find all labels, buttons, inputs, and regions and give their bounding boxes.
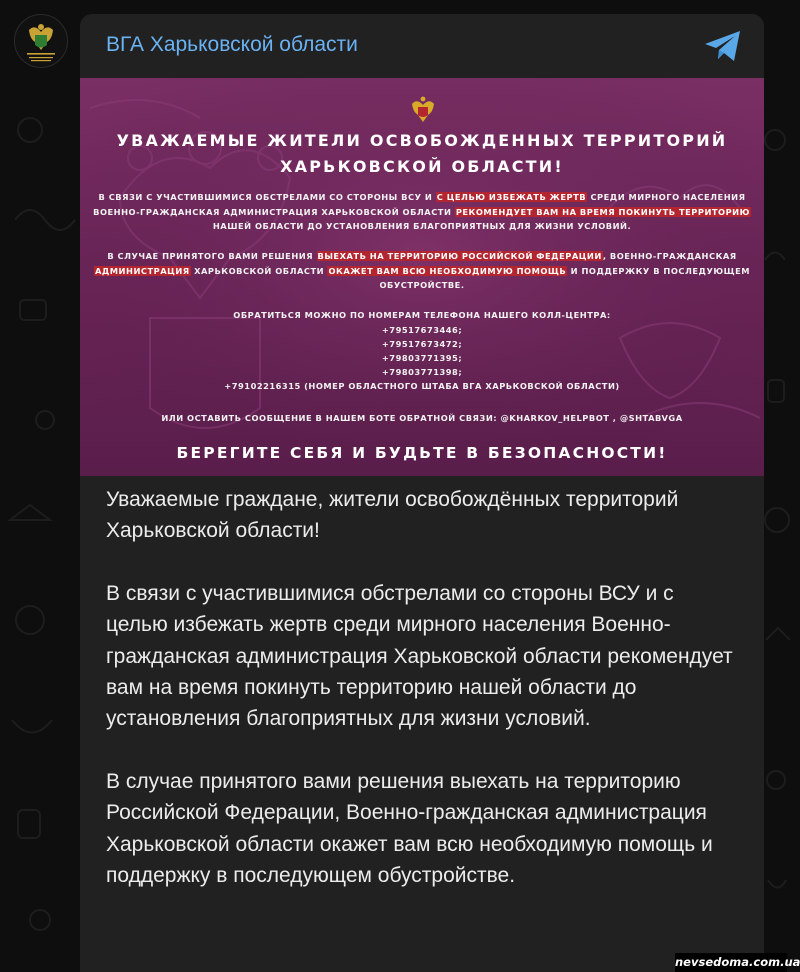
poster-text: ХАРЬКОВСКОЙ ОБЛАСТИ bbox=[194, 265, 325, 276]
poster-contact-intro: ОБРАТИТЬСЯ МОЖНО ПО НОМЕРАМ ТЕЛЕФОНА НАШЕГО КОЛЛ-ЦЕНТРА: bbox=[233, 310, 611, 320]
poster-hq-phone: +79102216315 (НОМЕР ОБЛАСТНОГО ШТАБА ВГА ХАРЬКОВСКОЙ ОБЛАСТИ) bbox=[224, 381, 620, 391]
channel-name[interactable]: ВГА Харьковской области bbox=[106, 33, 358, 56]
poster-bot-line: ИЛИ ОСТАВИТЬ СООБЩЕНИЕ В НАШЕМ БОТЕ ОБРАТНОЙ СВЯЗИ: @KHARKOV_HELPBOT , @SHTABVGA bbox=[161, 413, 683, 423]
site-watermark: nevsedoma.com.ua bbox=[675, 953, 787, 972]
poster-text: СРЕДИ МИРНОГО НАСЕЛЕНИЯ bbox=[590, 192, 746, 202]
poster-paragraph-2 bbox=[80, 249, 764, 293]
poster-phone: +79517673472; bbox=[381, 339, 463, 349]
poster-text: НАШЕЙ ОБЛАСТИ ДО УСТАНОВЛЕНИЯ БЛАГОПРИЯТНЫХ ДЛЯ ЖИЗНИ УСЛОВИЙ. bbox=[212, 221, 632, 231]
poster-footer: БЕРЕГИТЕ СЕБЯ И БУДЬТЕ В БЕЗОПАСНОСТИ! bbox=[176, 444, 668, 462]
poster-phone: +79803771398; bbox=[381, 367, 463, 377]
poster-highlight: РЕКОМЕНДУЕТ ВАМ НА ВРЕМЯ ПОКИНУТЬ ТЕРРИТОРИЮ bbox=[455, 206, 750, 217]
poster-text: В СЛУЧАЕ ПРИНЯТОГО ВАМИ РЕШЕНИЯ bbox=[107, 251, 314, 261]
poster-phone: +79517673446; bbox=[381, 325, 463, 335]
poster-text: , ВОЕННО-ГРАЖДАНСКАЯ bbox=[602, 251, 737, 261]
message-paragraph: В случае принятого вами решения выехать на территорию Российской Федерации, Военно-гражданская администрация Харьковской области окажет вам всю необходимую помощь и поддержку в последующем обустройстве. bbox=[106, 769, 713, 888]
poster-highlight: АДМИНИСТРАЦИЯ bbox=[94, 265, 190, 276]
message-paragraph: В связи с участившимися обстрелами со стороны ВСУ и с целью избежать жертв среди мирного населения Военно-гражданская администрация Харьковской области рекомендует вам на время покинуть территорию нашей области до установления благоприятных для жизни условий. bbox=[106, 581, 733, 731]
post-header bbox=[80, 14, 764, 78]
telegram-plane-icon[interactable] bbox=[702, 28, 744, 64]
poster-phone-list bbox=[80, 323, 764, 393]
message-paragraph: Уважаемые граждане, жители освобождённых территорий Харьковской области! bbox=[106, 488, 679, 543]
poster-text: ОБУСТРОЙСТВЕ. bbox=[379, 280, 465, 290]
poster-text: ВОЕННО-ГРАЖДАНСКАЯ АДМИНИСТРАЦИЯ ХАРЬКОВСКОЙ ОБЛАСТИ bbox=[93, 206, 452, 217]
poster-heading-line-2: ХАРЬКОВСКОЙ ОБЛАСТИ! bbox=[280, 157, 564, 176]
coat-of-arms-icon bbox=[15, 15, 67, 67]
channel-post-card bbox=[80, 14, 764, 972]
poster-text: И ПОДДЕРЖКУ В ПОСЛЕДУЮЩЕМ bbox=[570, 265, 751, 276]
poster-highlight: ВЫЕХАТЬ НА ТЕРРИТОРИЮ РОССИЙСКОЙ ФЕДЕРАЦИИ bbox=[317, 251, 602, 261]
poster-heading-line-1: УВАЖАЕМЫЕ ЖИТЕЛИ ОСВОБОЖДЕННЫХ ТЕРРИТОРИЙ bbox=[116, 131, 728, 150]
poster-text: В СВЯЗИ С УЧАСТИВШИМИСЯ ОБСТРЕЛАМИ СО СТОРОНЫ ВСУ И bbox=[98, 192, 433, 202]
poster-highlight: С ЦЕЛЬЮ ИЗБЕЖАТЬ ЖЕРТВ bbox=[436, 192, 587, 202]
message-text bbox=[106, 484, 736, 922]
poster-highlight: ОКАЖЕТ ВАМ ВСЮ НЕОБХОДИМУЮ ПОМОЩЬ bbox=[328, 265, 567, 276]
announcement-poster-image[interactable] bbox=[80, 78, 764, 476]
channel-avatar[interactable] bbox=[14, 14, 68, 68]
poster-phone: +79803771395; bbox=[381, 353, 463, 363]
poster-coat-of-arms-icon bbox=[410, 96, 436, 126]
poster-paragraph-1 bbox=[80, 190, 764, 234]
